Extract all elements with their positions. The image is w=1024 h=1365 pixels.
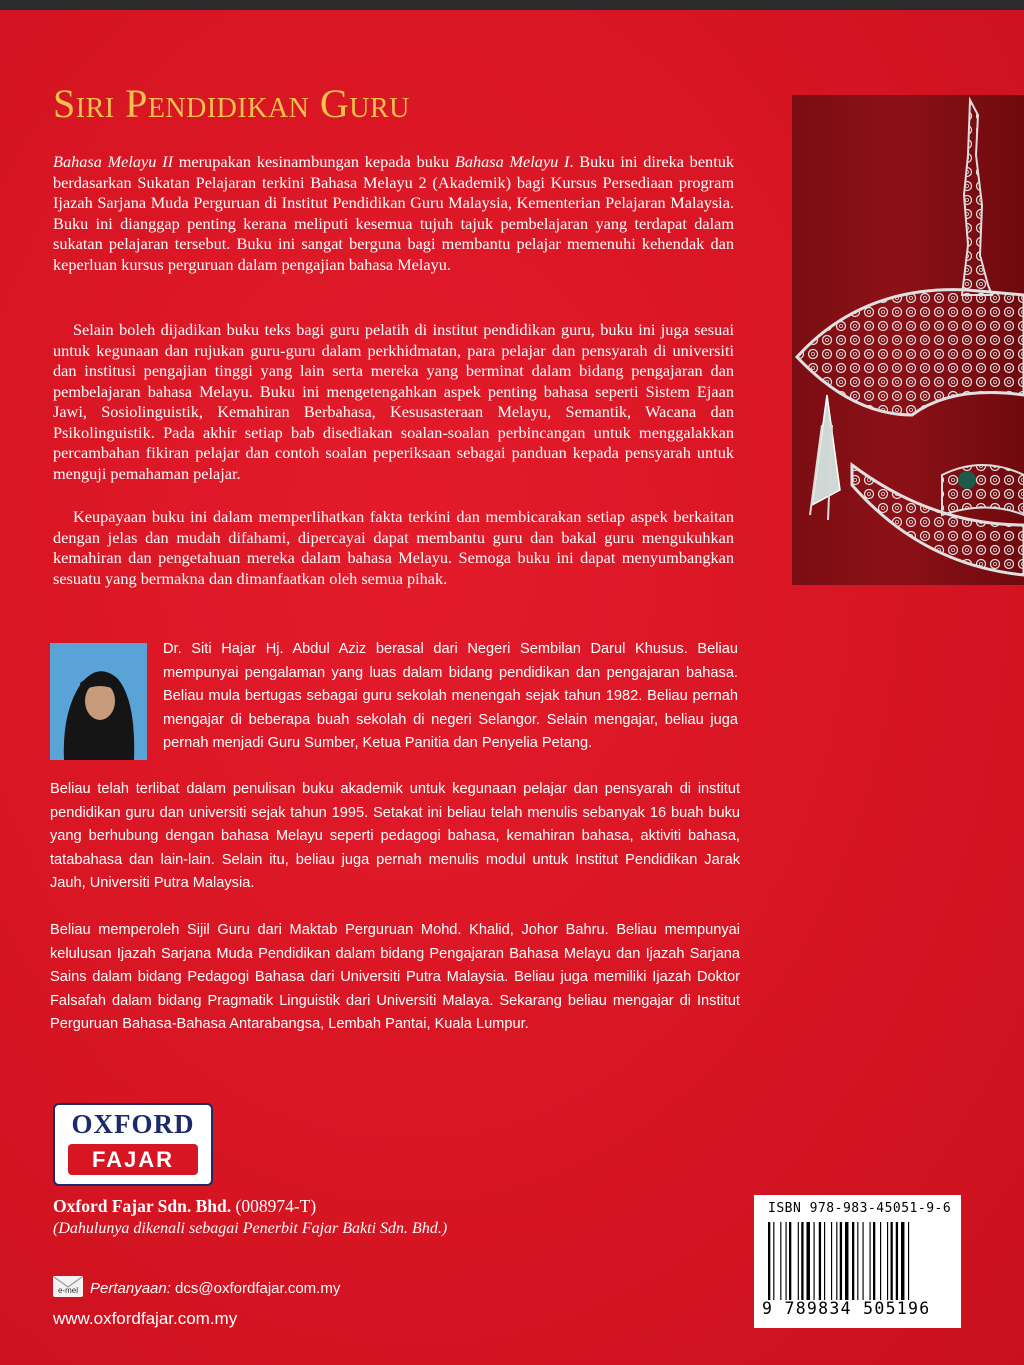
blurb-paragraph-2: Selain boleh dijadikan buku teks bagi guru pelatih di institut pendidikan guru, buku ini juga sesuai untuk kegunaan dan rujukan guru-guru dalam perkhidmatan, para pelajar dan pensyarah di universiti dan institusi pengajian tinggi yang lain serta mereka yang berminat dalam bidang pengajaran dan pembelajaran bahasa Melayu. Buku ini mengetengahkan aspek penting bahasa seperti Sistem Ejaan Jawi, Sosiolinguistik, Kemahiran Berbahasa, Kesusasteraan Melayu, Semantik, Wacana dan Psikolinguistik. Pada akhir setiap bab disediakan soalan-soalan perbincangan untuk menggalakkan percambahan fikiran pelajar dan contoh soalan peperiksaan sebagai panduan kepada pensyarah untuk menguji pemahaman pelajar. <box>53 320 734 483</box>
series-title: Siri Pendidikan Guru <box>53 81 410 126</box>
blurb-text: merupakan kesinambungan kepada buku <box>173 152 455 171</box>
publisher-website[interactable]: www.oxfordfajar.com.my <box>53 1309 238 1328</box>
barcode-bar <box>901 1222 904 1300</box>
barcode-bar <box>887 1222 888 1300</box>
barcode-bar <box>807 1222 810 1300</box>
barcode <box>768 1222 948 1300</box>
barcode-bar <box>773 1222 774 1300</box>
barcode-bar <box>831 1222 832 1300</box>
barcode-bar <box>863 1222 864 1300</box>
barcode-bar <box>870 1222 871 1300</box>
barcode-bar <box>824 1222 825 1300</box>
barcode-bar <box>780 1222 781 1300</box>
barcode-bar <box>891 1222 893 1300</box>
barcode-bar <box>840 1222 842 1300</box>
barcode-bar <box>836 1222 837 1300</box>
email-badge-label: e-mel <box>57 1286 78 1295</box>
isbn-barcode-box <box>754 1195 961 1328</box>
barcode-bar <box>852 1222 854 1300</box>
publisher-name: Oxford Fajar Sdn. Bhd. <box>53 1196 232 1216</box>
barcode-bar <box>873 1222 875 1300</box>
logo-fajar-text: FAJAR <box>68 1144 198 1175</box>
contact-email[interactable]: dcs@oxfordfajar.com.my <box>170 1280 341 1297</box>
isbn-label: ISBN 978-983-45051-9-6 <box>768 1201 952 1216</box>
enquiry-label: Pertanyaan: <box>90 1280 171 1297</box>
blurb-paragraph-1 <box>53 152 734 275</box>
barcode-bar <box>798 1222 799 1300</box>
barcode-bar <box>857 1222 858 1300</box>
barcode-bar <box>768 1222 770 1300</box>
barcode-bar <box>789 1222 791 1300</box>
barcode-digits: 9 789834 505196 <box>762 1299 931 1318</box>
silver-filigree-wau-artwork <box>792 95 1024 585</box>
contact-line <box>90 1280 340 1297</box>
author-photo <box>50 643 147 760</box>
filigree-illustration <box>792 95 1024 585</box>
barcode-bar <box>801 1222 803 1300</box>
barcode-bar <box>786 1222 787 1300</box>
publisher-reg-no: (008974-T) <box>231 1196 317 1216</box>
email-envelope-icon <box>53 1276 83 1297</box>
barcode-bar <box>845 1222 848 1300</box>
barcode-bar <box>896 1222 898 1300</box>
author-bio-paragraph-1: Dr. Siti Hajar Hj. Abdul Aziz berasal dari Negeri Sembilan Darul Khusus. Beliau mempunyai pengalaman yang luas dalam bidang pendidikan dan pengajaran bahasa. Beliau mula bertugas sebagai guru sekolah menengah sejak tahun 1982. Beliau pernah mengajar di beberapa buah sekolah di negeri Selangor. Selain mengajar, beliau juga pernah menjadi Guru Sumber, Ketua Panitia dan Penyelia Petang. <box>163 641 738 751</box>
publisher-name-line <box>53 1196 316 1217</box>
oxford-fajar-logo <box>53 1103 213 1186</box>
blurb-text: . Buku ini direka bentuk berdasarkan Sukatan Pelajaran terkini Bahasa Melayu 2 (Akademik) bagi Kursus Persediaan program Ijazah Sarjana Muda Perguruan di Institut Pendidikan Guru Malaysia, Kementerian Pelajaran Malaysia. Buku ini dianggap penting kerana meliputi kesemua tujuh tajuk pembelajaran yang terdapat dalam sukatan pelajaran tersebut. Buku ini sangat berguna bagi membantu pelajar memenuhi kehendak dan keperluan kursus perguruan dalam pengajian bahasa Melayu. <box>53 152 734 274</box>
book-title-bahasa-melayu-i: Bahasa Melayu I <box>454 152 570 171</box>
barcode-bar <box>814 1222 815 1300</box>
publisher-former-name: (Dahulunya dikenali sebagai Penerbit Fajar Bakti Sdn. Bhd.) <box>53 1220 448 1237</box>
barcode-bar <box>880 1222 881 1300</box>
blurb-paragraph-3: Keupayaan buku ini dalam memperlihatkan fakta terkini dan membicarakan setiap aspek berkaitan dengan jelas dan mudah difahami, dipercayai dapat membantu guru dan bakal guru mengukuhkan kemahiran dan pengetahuan mereka dalam bahasa Melayu. Semoga buku ini dapat menyumbangkan sesuatu yang bermakna dan dimanfaatkan oleh semua pihak. <box>53 507 734 588</box>
barcode-bar <box>908 1222 909 1300</box>
envelope-fold-icon <box>53 1276 83 1297</box>
author-bio-paragraph-2: Beliau telah terlibat dalam penulisan buku akademik untuk kegunaan pelajar dan pensyarah di institut pendidikan guru dan universiti sejak tahun 1995. Setakat ini beliau telah menulis sebanyak 16 buah buku yang berhubung dengan bahasa Melayu seperti pedagogi bahasa, kemahiran bahasa, aktiviti bahasa, tatabahasa dan lain-lain. Selain itu, beliau juga pernah menulis modul untuk Institut Pendidikan Jarak Jauh, Universiti Putra Malaysia. <box>50 781 740 891</box>
barcode-bar <box>819 1222 821 1300</box>
book-title-bahasa-melayu-ii: Bahasa Melayu II <box>53 152 173 171</box>
author-bio-paragraph-3: Beliau memperoleh Sijil Guru dari Maktab Perguruan Mohd. Khalid, Johor Bahru. Beliau mempunyai kelulusan Ijazah Sarjana Muda Pendidikan dalam bidang Pengajaran Bahasa Melayu dan Ijazah Sarjana Sains dalam bidang Pedagogi Bahasa dari Universiti Putra Malaysia. Beliau juga memiliki Ijazah Doktor Falsafah dalam bidang Pragmatik Linguistik dari Universiti Malaya. Sekarang beliau mengajar di Institut Perguruan Bahasa-Bahasa Antarabangsa, Lembah Pantai, Kuala Lumpur. <box>50 922 740 1032</box>
logo-oxford-text: OXFORD <box>71 1109 195 1139</box>
